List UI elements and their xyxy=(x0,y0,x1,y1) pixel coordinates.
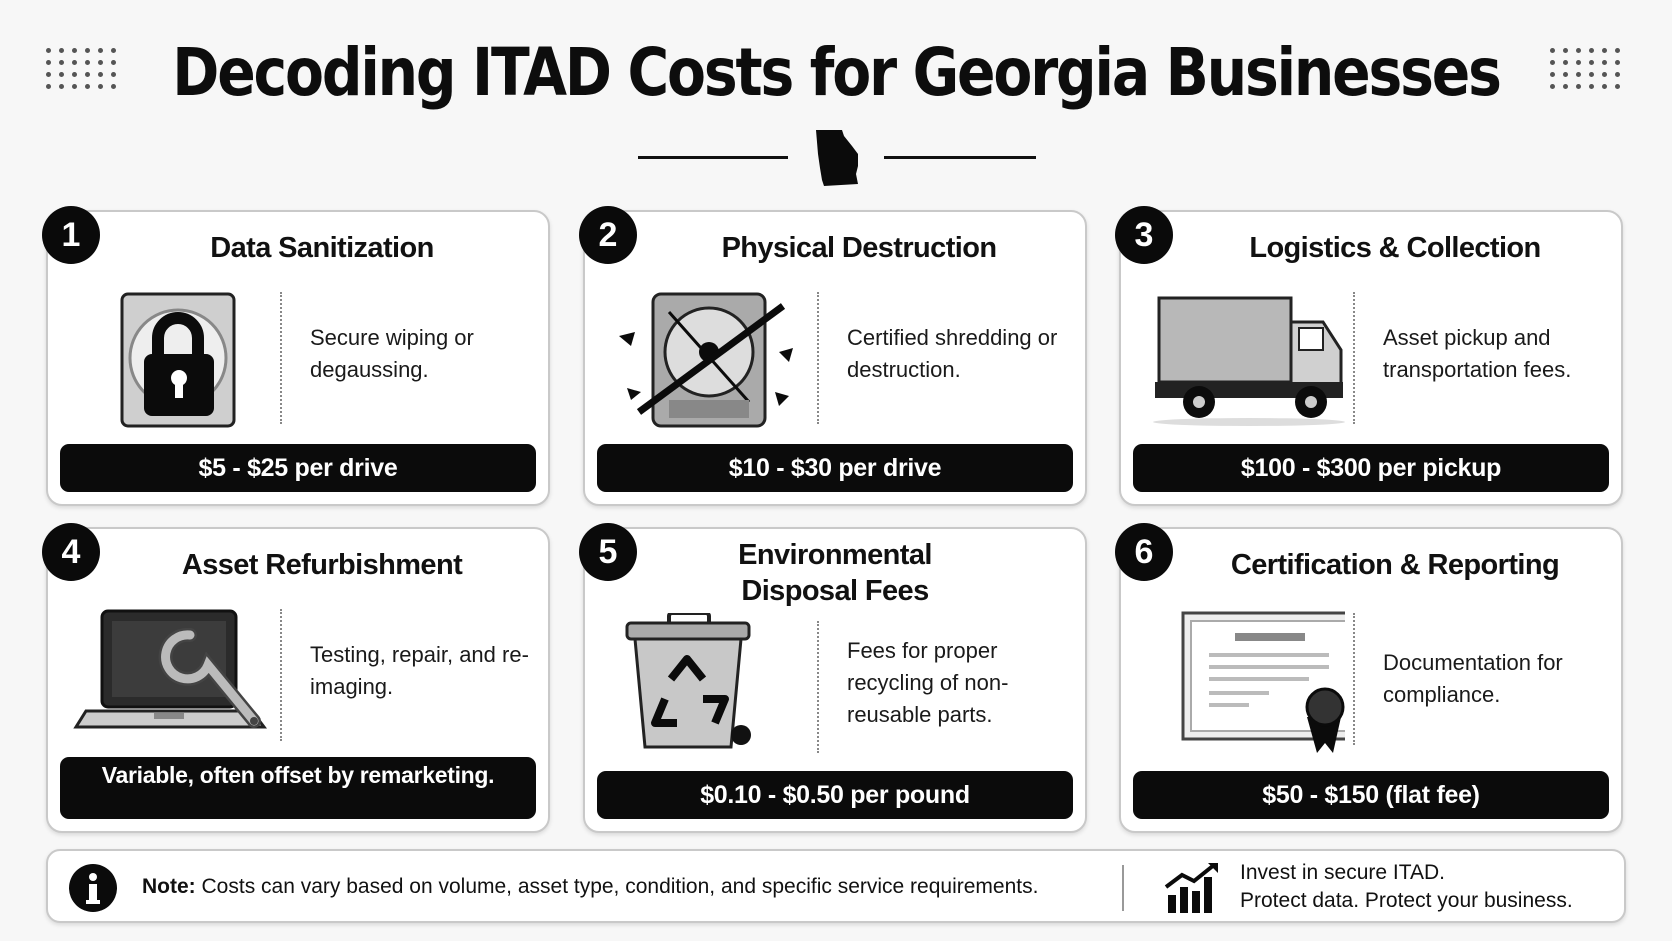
note-label: Note: xyxy=(142,875,196,898)
cost-card-data-sanitization xyxy=(46,210,550,506)
decorative-dot xyxy=(1602,48,1607,53)
card-title: Data Sanitization xyxy=(210,232,434,264)
card-description: Secure wiping or degaussing. xyxy=(310,325,474,382)
card-separator xyxy=(1353,613,1355,745)
cost-card-asset-refurbishment xyxy=(46,527,550,833)
decorative-dot xyxy=(1589,84,1594,89)
step-number-badge: 5 xyxy=(579,523,637,581)
decorative-dot xyxy=(1589,72,1594,77)
card-title: Logistics & Collection xyxy=(1249,232,1541,264)
step-number-badge: 2 xyxy=(579,206,637,264)
decorative-dot xyxy=(1615,72,1620,77)
shredded-hard-drive-icon xyxy=(599,292,809,437)
card-separator xyxy=(280,609,282,741)
certificate-icon xyxy=(1135,611,1345,756)
card-description: Certified shredding or destruction. xyxy=(847,325,1058,382)
price-bar: $50 - $150 (flat fee) xyxy=(1133,771,1609,819)
card-separator xyxy=(280,292,282,424)
card-separator xyxy=(817,621,819,753)
cost-card-logistics xyxy=(1119,210,1623,506)
cost-card-physical-destruction xyxy=(583,210,1087,506)
step-number-badge: 6 xyxy=(1115,523,1173,581)
title-rule-right xyxy=(884,156,1036,159)
card-separator xyxy=(1353,292,1355,424)
decorative-dot xyxy=(111,48,116,53)
decorative-dot xyxy=(111,72,116,77)
decorative-dot xyxy=(59,72,64,77)
decorative-dot xyxy=(98,60,103,65)
dot-grid-right-decoration xyxy=(1550,48,1621,89)
slogan xyxy=(1240,859,1573,915)
card-description: Testing, repair, and re-imaging. xyxy=(310,642,529,699)
recycle-bin-icon xyxy=(599,613,809,758)
decorative-dot xyxy=(85,72,90,77)
georgia-state-icon xyxy=(808,128,864,188)
decorative-dot xyxy=(98,72,103,77)
laptop-wrench-icon xyxy=(62,609,272,754)
decorative-dot xyxy=(1563,84,1568,89)
decorative-dot xyxy=(1576,84,1581,89)
growth-chart-icon xyxy=(1164,861,1220,915)
decorative-dot xyxy=(46,48,51,53)
cost-card-environmental-disposal xyxy=(583,527,1087,833)
decorative-dot xyxy=(1576,48,1581,53)
card-title: Physical Destruction xyxy=(721,232,997,264)
decorative-dot xyxy=(1576,72,1581,77)
title-rule-left xyxy=(638,156,788,159)
decorative-dot xyxy=(111,84,116,89)
decorative-dot xyxy=(111,60,116,65)
card-title: Environmental Disposal Fees xyxy=(738,539,932,607)
decorative-dot xyxy=(72,48,77,53)
card-description: Fees for proper recycling of non-reusable parts. xyxy=(847,638,1009,727)
decorative-dot xyxy=(1615,60,1620,65)
decorative-dot xyxy=(85,48,90,53)
decorative-dot xyxy=(46,84,51,89)
decorative-dot xyxy=(85,60,90,65)
decorative-dot xyxy=(1589,60,1594,65)
info-icon xyxy=(68,863,118,913)
decorative-dot xyxy=(59,48,64,53)
slogan-line-2: Protect data. Protect your business. xyxy=(1240,889,1573,912)
card-title: Certification & Reporting xyxy=(1230,549,1560,581)
decorative-dot xyxy=(98,84,103,89)
decorative-dot xyxy=(1602,60,1607,65)
decorative-dot xyxy=(72,84,77,89)
price-bar: $0.10 - $0.50 per pound xyxy=(597,771,1073,819)
truck-icon xyxy=(1135,292,1345,437)
card-title: Asset Refurbishment xyxy=(181,549,463,581)
decorative-dot xyxy=(1615,84,1620,89)
card-description: Asset pickup and transportation fees. xyxy=(1383,325,1572,382)
step-number-badge: 4 xyxy=(42,523,100,581)
decorative-dot xyxy=(59,84,64,89)
decorative-dot xyxy=(72,60,77,65)
decorative-dot xyxy=(46,72,51,77)
step-number-badge: 1 xyxy=(42,206,100,264)
decorative-dot xyxy=(1602,84,1607,89)
price-bar: Variable, often offset by remarketing. xyxy=(60,757,536,819)
card-separator xyxy=(817,292,819,424)
decorative-dot xyxy=(1615,48,1620,53)
decorative-dot xyxy=(46,60,51,65)
decorative-dot xyxy=(1563,48,1568,53)
price-bar: $10 - $30 per drive xyxy=(597,444,1073,492)
decorative-dot xyxy=(1589,48,1594,53)
decorative-dot xyxy=(59,60,64,65)
cost-card-certification xyxy=(1119,527,1623,833)
decorative-dot xyxy=(1563,60,1568,65)
note-text xyxy=(142,875,1038,899)
price-bar: $5 - $25 per drive xyxy=(60,444,536,492)
decorative-dot xyxy=(72,72,77,77)
slogan-line-1: Invest in secure ITAD. xyxy=(1240,861,1446,884)
note-bar xyxy=(46,849,1626,923)
price-bar: $100 - $300 per pickup xyxy=(1133,444,1609,492)
decorative-dot xyxy=(85,84,90,89)
decorative-dot xyxy=(1602,72,1607,77)
decorative-dot xyxy=(1576,60,1581,65)
dot-grid-left-decoration xyxy=(46,48,117,89)
step-number-badge: 3 xyxy=(1115,206,1173,264)
decorative-dot xyxy=(1563,72,1568,77)
note-separator xyxy=(1122,865,1124,911)
card-description: Documentation for compliance. xyxy=(1383,650,1563,707)
page-title: Decoding ITAD Costs for Georgia Businesses xyxy=(172,34,1500,111)
decorative-dot xyxy=(98,48,103,53)
locked-hard-drive-icon xyxy=(62,292,272,437)
note-body: Costs can vary based on volume, asset type, condition, and specific service requirements. xyxy=(201,875,1039,898)
